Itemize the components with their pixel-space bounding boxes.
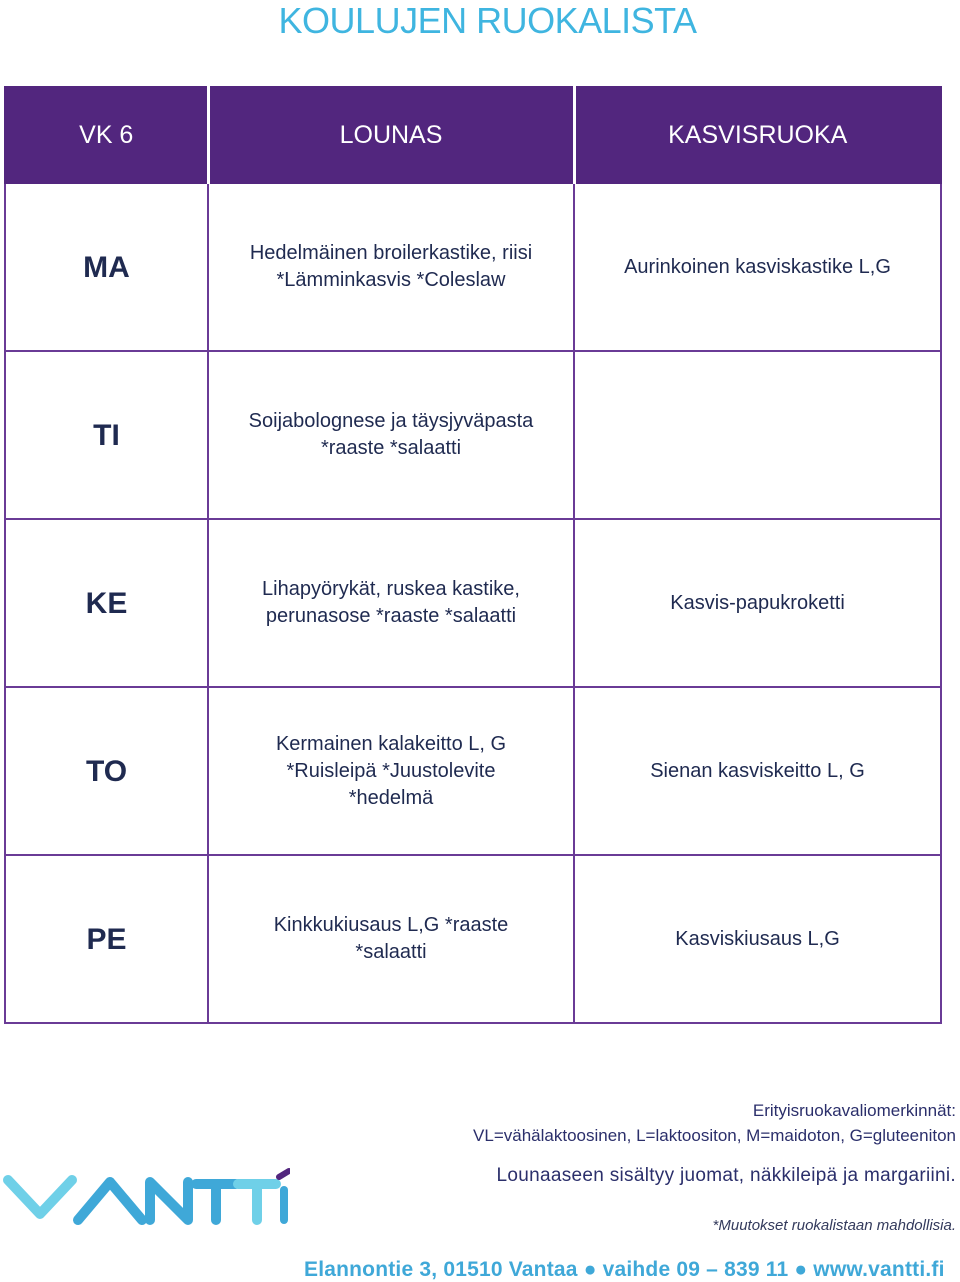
meal-line: Hedelmäinen broilerkastike, riisi (249, 242, 533, 264)
meal-line: *Lämminkasvis *Coleslaw (276, 269, 506, 291)
meal-line: perunasose *raaste *salaatti (265, 605, 517, 627)
day-cell: PE (5, 855, 208, 1023)
changes-note: *Muutokset ruokalistaan mahdollisia. (712, 1217, 956, 1234)
meal-line: *Ruisleipä *Juustolevite (286, 759, 496, 782)
page-title: KOULUJEN RUOKALISTA (278, 0, 697, 41)
meal-line: Kasvis-papukroketti (670, 591, 845, 614)
table-header-row (5, 87, 941, 183)
vegetarian-cell (574, 855, 941, 1023)
lunch-cell (208, 687, 574, 855)
contact-address: Elannontie 3, 01510 Vantaa ● vaihde 09 – 839 11 ● www.vantti.fi (304, 1258, 945, 1281)
day-cell: TO (5, 687, 208, 855)
meal-line: Soijabolognese ja täysjyväpasta (248, 410, 534, 432)
vegetarian-cell (574, 183, 941, 351)
header-vegetarian: KASVISRUOKA (574, 87, 941, 183)
meal-line: Sienan kasviskeitto L, G (650, 759, 865, 782)
meal-line: Kinkkukiusaus L,G *raaste (273, 914, 509, 936)
vantti-logo (0, 1162, 290, 1232)
lunch-cell (208, 183, 574, 351)
meal-line: Lihapyörykät, ruskea kastike, (262, 578, 520, 600)
lunch-cell (208, 351, 574, 519)
day-cell: KE (5, 519, 208, 687)
table-row (5, 351, 941, 519)
table-row (5, 519, 941, 687)
vegetarian-cell (574, 519, 941, 687)
header-lunch: LOUNAS (208, 87, 574, 183)
table-row (5, 183, 941, 351)
meal-line: Aurinkoinen kasviskastike L,G (624, 255, 891, 278)
vegetarian-cell (574, 687, 941, 855)
lunch-includes-note: Lounaaseen sisältyy juomat, näkkileipä ja margariini. (496, 1165, 956, 1186)
menu-table (4, 86, 942, 1024)
header-week: VK 6 (5, 87, 208, 183)
diet-legend-text: VL=vähälaktoosinen, L=laktoositon, M=maidoton, G=gluteeniton (473, 1126, 956, 1145)
diet-legend (473, 1098, 956, 1148)
vegetarian-cell (574, 351, 941, 519)
table-row (5, 855, 941, 1023)
meal-line: *raaste *salaatti (320, 437, 462, 459)
day-cell: MA (5, 183, 208, 351)
meal-line: Kasviskiusaus L,G (675, 927, 840, 950)
table-row (5, 687, 941, 855)
lunch-cell (208, 519, 574, 687)
day-cell: TI (5, 351, 208, 519)
diet-legend-title: Erityisruokavaliomerkinnät: (752, 1101, 956, 1120)
meal-line: Kermainen kalakeitto L, G (275, 732, 507, 755)
lunch-cell (208, 855, 574, 1023)
meal-line: *salaatti (355, 941, 427, 963)
meal-line: *hedelmä (348, 786, 434, 809)
